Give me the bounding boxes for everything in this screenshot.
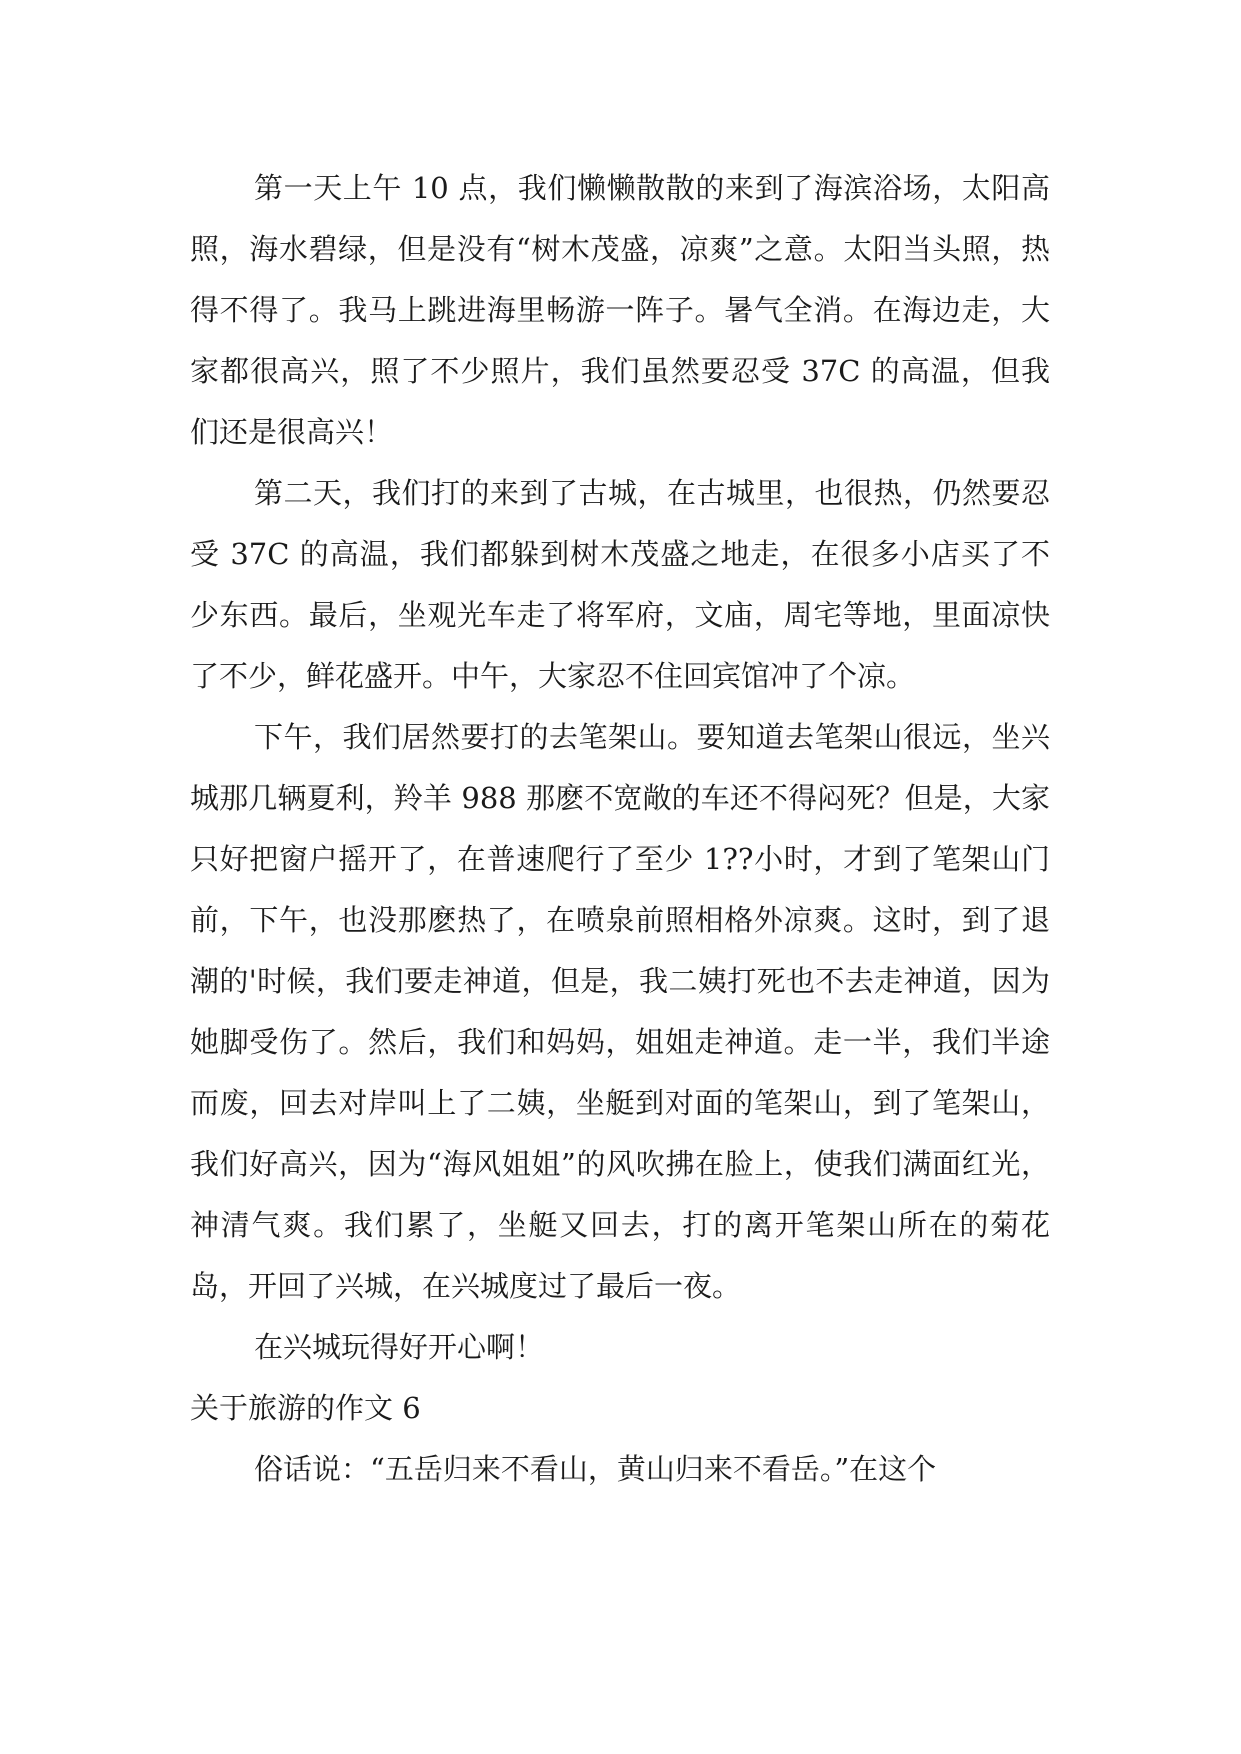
document-page	[190, 158, 1050, 1500]
paragraph-day-two: 第二天，我们打的来到了古城，在古城里，也很热，仍然要忍受 37C 的高温，我们都躲到树木茂盛之地走，在很多小店买了不少东西。最后，坐观光车走了将军府，文庙，周宅等地，里面凉快了不少，鲜花盛开。中午，大家忍不住回宾馆冲了个凉。	[190, 476, 1050, 693]
paragraph-afternoon: 下午，我们居然要打的去笔架山。要知道去笔架山很远，坐兴城那几辆夏利，羚羊 988 那麽不宽敞的车还不得闷死？但是，大家只好把窗户摇开了，在普速爬行了至少 1??小时，才到了笔架山门前，下午，也没那麽热了，在喷泉前照相格外凉爽。这时，到了退潮的'时候，我们要走神道，但是，我二姨打死也不去走神道，因为她脚受伤了。然后，我们和妈妈，姐姐走神道。走一半，我们半途而废，回去对岸叫上了二姨，坐艇到对面的笔架山，到了笔架山，我们好高兴，因为“海风姐姐”的风吹拂在脸上，使我们满面红光，神清气爽。我们累了，坐艇又回去，打的离开笔架山所在的菊花岛，开回了兴城，在兴城度过了最后一夜。	[190, 720, 1050, 1303]
essay-heading: 关于旅游的作文 6	[190, 1391, 421, 1425]
paragraph-day-one: 第一天上午 10 点，我们懒懒散散的来到了海滨浴场，太阳高照，海水碧绿，但是没有“树木茂盛，凉爽”之意。太阳当头照，热得不得了。我马上跳进海里畅游一阵子。暑气全消。在海边走，大家都很高兴，照了不少照片，我们虽然要忍受 37C 的高温，但我们还是很高兴！	[190, 171, 1050, 449]
paragraph-new-essay-start: 俗话说：“五岳归来不看山，黄山归来不看岳。”在这个	[254, 1452, 937, 1486]
paragraph-conclusion: 在兴城玩得好开心啊！	[254, 1330, 545, 1364]
